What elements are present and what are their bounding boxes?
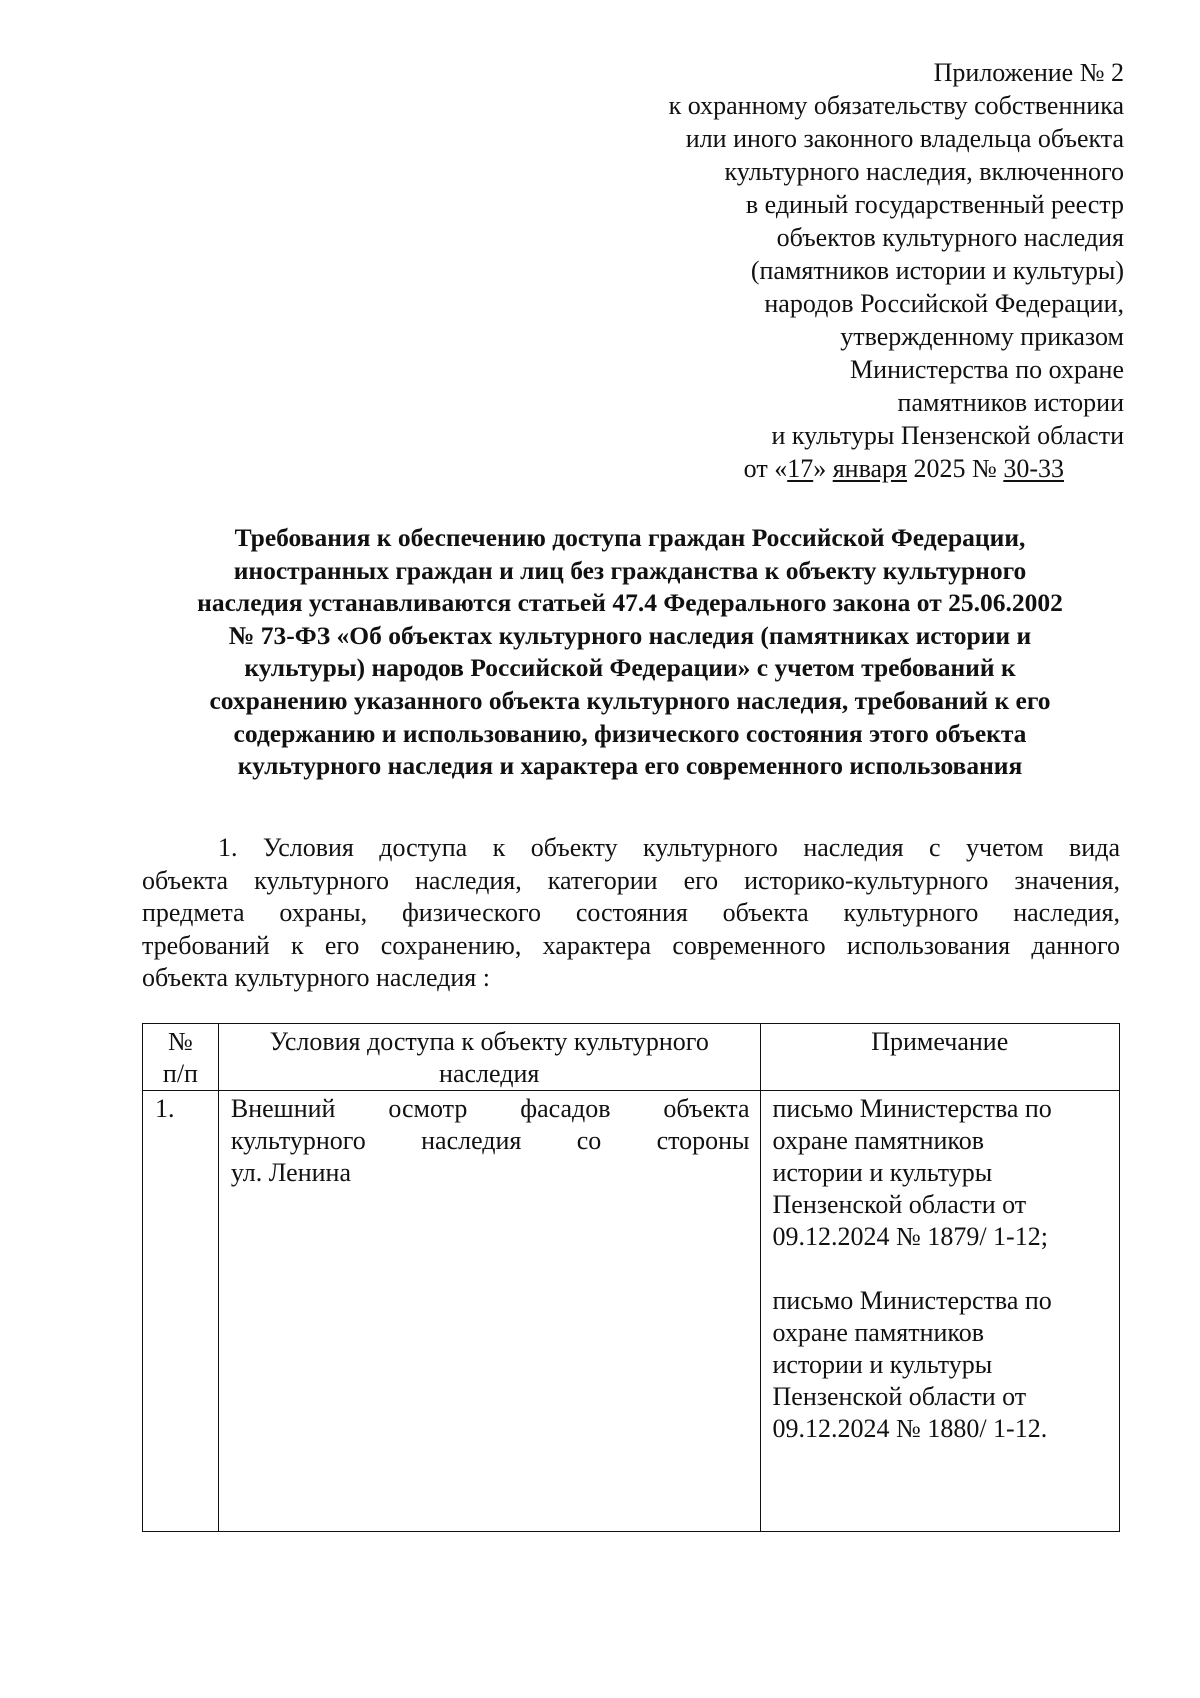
annex-line: в единый государственный реестр: [745, 190, 1124, 219]
header-number: [143, 1024, 219, 1091]
annex-line: Приложение № 2: [933, 58, 1124, 87]
note-line: охране памятников: [772, 1126, 985, 1155]
paragraph-line: объекта культурного наследия, категории его историко-культурного значения,: [142, 865, 1120, 895]
access-conditions-table: [142, 1023, 1120, 1532]
header-conditions-line: Условия доступа к объекту культурного: [269, 1027, 709, 1056]
note-line: 09.12.2024 № 1880/ 1-12.: [772, 1414, 1048, 1443]
annex-line: к охранному обязательству собственника: [668, 91, 1124, 120]
paragraph-line: объекта культурного наследия :: [142, 963, 490, 993]
requirements-title: [140, 522, 1120, 783]
annex-header: [564, 56, 1124, 485]
order-date-line: [564, 452, 1124, 485]
condition-line: Внешний осмотр фасадов объекта: [230, 1094, 750, 1123]
note-line: истории и культуры: [772, 1350, 993, 1379]
annex-line: (памятников истории и культуры): [750, 256, 1124, 285]
paragraph-line: 1. Условия доступа к объекту культурного наследия с учетом вида: [218, 833, 1120, 862]
paragraph-line: требований к его сохранению, характера современного использования данного: [142, 930, 1120, 960]
header-note: [760, 1024, 1119, 1091]
condition-line: культурного наследия со стороны: [230, 1126, 750, 1155]
header-note-line: Примечание: [871, 1027, 1009, 1056]
condition-line: ул. Ленина: [230, 1158, 351, 1187]
annex-line: народов Российской Федерации,: [764, 289, 1124, 318]
header-number-line: №: [168, 1027, 193, 1056]
annex-line: объектов культурного наследия: [776, 223, 1124, 252]
note-line: письмо Министерства по: [772, 1286, 1052, 1315]
paragraph-line: предмета охраны, физического состояния объекта культурного наследия,: [142, 898, 1120, 928]
order-year: 2025 №: [907, 454, 1004, 483]
row-condition: [218, 1091, 760, 1532]
table-row: [143, 1091, 1120, 1532]
title-line: культуры) народов Российской Федерации» с учетом требований к: [244, 653, 1016, 683]
annex-line: и культуры Пензенской области: [771, 421, 1124, 450]
note-spacer: [773, 1253, 1111, 1285]
annex-line: или иного законного владельца объекта: [685, 124, 1124, 153]
annex-line: памятников истории: [897, 388, 1124, 417]
note-line: письмо Министерства по: [772, 1094, 1052, 1123]
header-conditions: [218, 1024, 760, 1091]
order-day: 17: [787, 454, 814, 483]
note-line: охране памятников: [772, 1318, 985, 1347]
row-number: 1.: [143, 1091, 219, 1532]
annex-line: культурного наследия, включенного: [724, 157, 1124, 186]
table-header-row: [143, 1024, 1120, 1091]
order-month: января: [832, 454, 908, 483]
title-line: Требования к обеспечению доступа граждан Российской Федерации,: [234, 523, 1026, 552]
access-conditions-paragraph: [142, 832, 1120, 995]
title-line: иностранных граждан и лиц без гражданства к объекту культурного: [233, 555, 1027, 585]
title-line: культурного наследия и характера его современного использования: [237, 751, 1023, 781]
note-line: Пензенской области от: [772, 1190, 1027, 1219]
note-line: Пензенской области от: [772, 1382, 1027, 1411]
title-line: сохранению указанного объекта культурного наследия, требований к его: [209, 685, 1051, 715]
annex-line: утвержденному приказом: [840, 322, 1124, 351]
date-mid: »: [813, 454, 833, 483]
order-number: 30-33: [1003, 454, 1064, 483]
title-line: наследия устанавливаются статьей 47.4 Федерального закона от 25.06.2002: [197, 588, 1063, 618]
note-line: истории и культуры: [772, 1158, 993, 1187]
title-line: № 73-ФЗ «Об объектах культурного наследия (памятниках истории и: [228, 620, 1032, 650]
note-line: 09.12.2024 № 1879/ 1-12;: [772, 1222, 1048, 1251]
title-line: содержанию и использованию, физического состояния этого объекта: [233, 718, 1027, 748]
date-prefix: от «: [743, 454, 788, 483]
annex-line: Министерства по охране: [850, 355, 1124, 384]
header-conditions-line: наследия: [439, 1059, 540, 1088]
header-number-line: п/п: [162, 1059, 198, 1088]
row-note: [760, 1091, 1119, 1532]
